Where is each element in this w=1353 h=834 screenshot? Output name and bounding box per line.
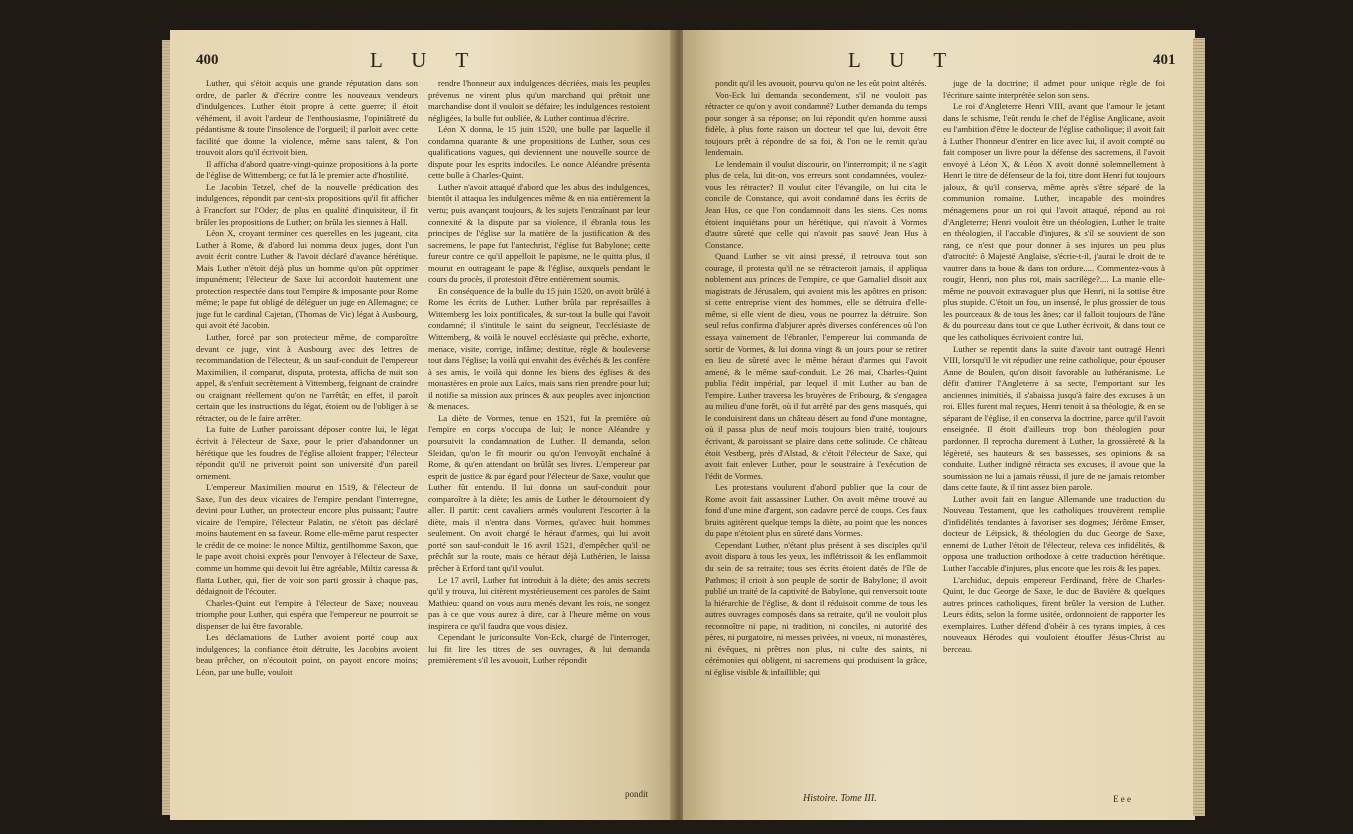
- running-head: L U T: [370, 48, 481, 72]
- catchword: E e e: [1113, 794, 1131, 804]
- paragraph: Cependant le juriconsulte Von-Eck, chargé de l'interroger, lui fit lire les titres de ses ouvrages, & lui demanda premièrement s'il les avouoit, Luther répondit: [428, 632, 650, 666]
- text-column-1: [705, 78, 927, 788]
- signature-mark: Histoire. Tome III.: [803, 793, 877, 804]
- paragraph: Quand Luther se vit ainsi pressé, il retrouva tout son courage, il protesta qu'il ne se rétracteroit jamais, il appliqua noblement aux princes de l'empire, ce que Gamaliel disoit aux magistrats de Jérusalem, qui avoient mis les apôtres en prison: si cette entreprise vient des hommes, elle se détruira d'elle-même, si elle vient de dieu, vous ne pourrez la détruire. Son seul refus confirma d'abjurer après diverses conférences où l'on essaya vainement de l'ébranler, l'empereur lui commanda de sortir de Vormes, & lui donna vingt & un jours pour se retirer en lieu de sûreté avec le même héraut d'armes qui l'avoit amené, & le même sauf-conduit. Le 26 mai, Charles-Quint publia l'édit impérial, par lequel il mit Luther au ban de l'empire. Luther traversa les bruyères de Fribourg, & s'engagea au milieu d'une forêt, où il fut arrêté par des gens masqués, qui le conduisirent dans un château désert au fond d'une montagne, où il passa plus de neuf mois toujours bien traité, toujours écrivant, & paroissant se plaire dans cette solitude. Ce château étoit Vestberg, près d'Alstad, & c'étoit l'électeur de Saxe, qui avoit fait enlever Luther, pour le soustraire à l'exécution de l'édit de Vormes.: [705, 251, 927, 481]
- left-page: [170, 30, 675, 820]
- paragraph: Léon X donna, le 15 juin 1520, une bulle par laquelle il condamna quarante & une propositions de Luther, sous ces qualifications vagues, qui deviennent une nouvelle source de dispute pour les esprits indociles. Le nonce Aléandre présenta cette bulle à Charles-Quint.: [428, 124, 650, 181]
- paragraph: Luther, forcé par son protecteur même, de comparoître devant ce juge, vint à Ausbourg avec des lettres de recommandation de l'électeur, & un sauf-conduit de l'empereur Maximilien, il comparut, disputa, protesta, afficha de nuit son appel, & s'enfuit secrètement à Vittemberg, feignant de craindre ou craignant réellement qu'on ne l'arrêtât; en effet, il paroît certain que les instructions du légat, étoient ou de l'obliger à se rétracter, ou de le faire arrêter.: [196, 332, 418, 423]
- paragraph: Le Jacobin Tetzel, chef de la nouvelle prédication des indulgences, répondit par cent-six propositions qu'il fit afficher à Francfort sur l'Oder; de plus en qualité d'inquisiteur, il fit brûler les propositions de Luther; on brûla les siennes à Hall.: [196, 181, 418, 227]
- paragraph: L'archiduc, depuis empereur Ferdinand, frère de Charles-Quint, le duc George de Saxe, le duc de Bavière & quelques autres princes catholiques, firent brûler la version de Luther. Leurs édits, selon la forme usitée, ordonnoient de rapporter les exemplaires. Luther défend d'obéir à ces tyrans impies, à ces nouveaux Hérodes qui vouloient étouffer Jésus-Christ au berceau.: [943, 574, 1165, 654]
- paragraph: Luther, qui s'étoit acquis une grande réputation dans son ordre, de parler & d'écrire contre les nouveaux vendeurs d'indulgences. Luther étoit propre à cette guerre; il étoit véhément, il avoit l'ardeur de l'enthousiasme, l'opiniâtreté du pédantisme & toute l'insolence de l'orgueil; il parloit avec cette facilité que donne la violence, même sans talent, & l'on trouvoit alors qu'il écrivoit bien.: [196, 78, 418, 158]
- paragraph: Le 17 avril, Luther fut introduit à la diète; des amis secrets qu'il y trouva, lui citèrent mystérieusement ces paroles de Saint Mathieu: quand on vous aura menés devant les rois, ne songez pas à ce que vous aurez à dire, car à l'heure même on vous inspirera ce qu'il faudra que vous disiez.: [428, 574, 650, 631]
- paragraph: pondit qu'il les avouoit, pourvu qu'on ne les eût point altérés.: [715, 78, 927, 88]
- text-column-2: [943, 78, 1165, 788]
- paragraph: Von-Eck lui demanda secondement, s'il ne vouloit pas rétracter ce qu'on y avoit condamné? Luther demanda du temps pour songer à sa réponse; on lui répondit qu'en homme aussi fidèle, à plus forte raison un docteur tel que lui, devoit être toujours prêt à répondre de sa foi, & l'on ne le remit qu'au lendemain.: [705, 89, 927, 158]
- paragraph: Il afficha d'abord quatre-vingt-quinze propositions à la porte de l'église de Wittemberg; ce fut là le premier acte d'hostilité.: [196, 158, 418, 181]
- paragraph: Luther n'avoit attaqué d'abord que les abus des indulgences, bientôt il attaqua les indulgences même & en nia entièrement la vertu; puis avançant toujours, & les sujets l'entraînant par leur connexité & la dispute par sa violence, il ébranla tous les principes de l'église sur la matière de la justification & des sacremens, le pape fut l'antechrist, l'église fut Babylone; cette fureur contre ce qu'il appelloit le papisme, ne le quitta plus, il mourut en outrageant le pape & l'église, auxquels pendant le cours du procès, il protestoit d'être entièrement soumis.: [428, 181, 650, 285]
- paragraph: Léon X, croyant terminer ces querelles en les jugeant, cita Luther à Rome, & d'abord lui nomma deux juges, dont l'un avoit écrit contre Luther & l'avoit déclaré d'avance hérétique. Mais Luther n'étoit déjà plus un homme qu'on pût opprimer impunément; l'électeur de Saxe lui accordoit hautement une protection respectée dans tout l'empire & imposante pour Rome même; le pape fut obligé de déléguer un juge en Allemagne; ce juge fut le cardinal Cajetan, (Thomas de Vic) légat à Ausbourg, qui avoit été Jacobin.: [196, 228, 418, 331]
- running-head: L U T: [848, 48, 959, 72]
- text-column-2: [428, 78, 650, 788]
- paragraph: Charles-Quint eut l'empire à l'électeur de Saxe; nouveau triomphe pour Luther, qui espéra que l'empereur ne pourroit se dispenser de lui être favorable.: [196, 597, 418, 631]
- paragraph: La diète de Vormes, tenue en 1521, fut la première où l'empire en corps s'occupa de lui; le nonce Aléandre y poursuivit la condamnation de Luther. Il demanda, selon Sleidan, qu'on le fît mourir ou qu'on l'envoyât enchaîné à Rome, & qu'en attendant on brûlât ses livres. L'empereur par esprit de justice & par égard pour l'électeur de Saxe, voulut que Luther fût entendu. Il lui donna un sauf-conduit pour comparoître à la diète; les amis de Luther le détournoient d'y aller. Il partit: cent cavaliers armés voulurent l'escorter à la diète, mais il n'entra dans Vormes, qu'avec huit hommes seulement. On avoit chargé le héraut d'armes, qui lui avoit porté son sauf-conduit le 16 avril 1521, d'empêcher qu'il ne prêchât sur la route, mais ce héraut déjà Luthérien, le laissa prêcher à Erford tant qu'il voulut.: [428, 412, 650, 573]
- right-page: [683, 30, 1195, 820]
- paragraph: Cependant Luther, n'étant plus présent à ses disciples qu'il avoit disparu à tous les yeux, les inflétrissoit & les enflammoit du sein de sa retraite; tous ses écrits étoient datés de l'île de Pathmos; il crioit à son peuple de sortir de Babylone; il avoit publié un traité de la captivité de Babylone, qui renversoit toute la hiérarchie de l'église, & dont il réduisoit comme de tous les autres ouvrages composés dans sa retraite, qu'il ne vouloit plus reconnoître ni pape, ni tradition, ni conciles, ni autorité des pères, ni purgatoire, ni messes privées, ni voeux, ni monastères, ni évêques, ni prêtres non plus, ni culte des saints, ni cérémonies qui obligent, ni sacremens qui produisent la grâce, ni église visible & infaillible; qui: [705, 539, 927, 677]
- paragraph: Luther avoit fait en langue Allemande une traduction du Nouveau Testament, que les catholiques trouvèrent remplie d'infidélités tendantes à favoriser ses dogmes; Jérôme Emser, docteur de Léipsick, & théologien du duc George de Saxe, ennemi de Luther l'étoit de l'électeur, releva ces infidélités, & opposa une traduction orthodoxe à cette traduction hérétique. Luther l'accable d'injures, plus encore que les rois & les papes.: [943, 493, 1165, 573]
- paragraph: Le roi d'Angleterre Henri VIII, avant que l'amour le jetant dans le schisme, l'eût rendu le chef de l'église Anglicane, avoit eu l'ambition d'être le docteur de l'église catholique; il avoit fait à Luther l'honneur d'entrer en lice avec lui, il avoit compté ou fait composer un livre pour la défense des sacremens, il l'avoit envoyé à Léon X, & Léon X avoit donné solemnellement à Henri le titre de défenseur de la foi, titre dont Henri fut toujours jaloux, & qu'il conserva, même après s'être séparé de la communion romaine. Luther, incapable des moindres ménagemens pour un roi qui l'avoit attaqué, répond au roi d'Angleterre; Henri vouloit être un théologien, Luther le traite en théologien, il l'accable d'injures, & s'il se souvient de son rang, ce n'est que pour donner à ses injures un peu plus d'atrocité: ô Majesté Anglaise, s'écrie-t-il, j'aurai le droit de te vautrer dans ta boue & dans ton ordure..... Commentez-vous à rougir, Henri, non plus roi, mais sacrilège?.... La manie elle-même ne pouvoit extravaguer plus que Henri, ni la sottise être plus stupide. C'étoit un fou, un insensé, le plus grossier de tous les pourceaux & de tous les ânes; car il falloit toujours de l'âne & du pourceau dans tout ce que Luther écrivoit, & dans tout ce que les catholiques écrivoient contre lui.: [943, 101, 1165, 343]
- paragraph: Le lendemain il voulut discourir, on l'interrompit; il ne s'agit plus de cela, lui dit-on, vos erreurs sont condamnées, voulez-vous les rétracter? Il voulut citer l'évangile, on lui cita le concile de Constance, qui avoit condamné dans les écrits de Jean Hus, ce que l'on condamnoit dans les siens. Ces noms étoient inquiétans pour un hérétique, qui n'avoit à Vormes d'autre sûreté que celle qui n'avoit pas sauvé Jean Hus à Constance.: [705, 158, 927, 250]
- paragraph: Les déclamations de Luther avoient porté coup aux indulgences; la confiance étoit détruite, les Jacobins avoient beau prêcher, on n'écoutoit point, on payoit encore moins; Léon, par une bulle, vouloit: [196, 632, 418, 677]
- paragraph: Luther se repentit dans la suite d'avoir tant outragé Henri VIII, lorsqu'il le vit répudier une reine catholique, pour épouser Anne de Boulen, qu'on disoit favorable au luthéranisme. Le défit d'attirer l'Angleterre à sa secte, l'emportant sur les anciennes inimitiés, il s'abaissa jusqu'à faire des excuses à un roi. Elles furent mal reçues, Henri tenoit à sa théologie, & en se séparant de l'église, il en conserva la doctrine, parce qu'il l'avoit enseignée. Il étoit d'ailleurs trop bon théologien pour pardonner. Il reprocha durement à Luther, la grossièreté & la légèreté, ses hauteurs & ses bassesses, ses opinions & sa conduite. Luther indigné rétracta ses excuses, il avoue que la soumission ne lui a jamais réussi, il jure de ne jamais retomber dans cette faute, & il tint assez bien parole.: [943, 343, 1165, 493]
- paragraph: rendre l'honneur aux indulgences décriées, mais les peuples prévenus ne virent plus qu'un marchand qui prêtoit une marchandise dont il vouloit se défaire; les indulgences restoient négligées, la bulle fut oubliée, & Luther continua d'écrire.: [428, 78, 650, 123]
- paragraph: La fuite de Luther paroissant déposer contre lui, le légat écrivit à l'électeur de Saxe, pour le prier d'abandonner un hérétique que les foudres de l'église alloient frapper; l'électeur répondit qu'il ne priveroit point son université d'un pareil ornement.: [196, 424, 418, 481]
- paragraph: Les protestans voulurent d'abord publier que la cour de Rome avoit fait assassiner Luther. On avoit même trouvé au fond d'une mine d'argent, son cadavre percé de coups. Ces faux bruits agitèrent quelque temps la diète, au point que les nonces du pape n'étoient plus en sûreté dans Vormes.: [705, 482, 927, 539]
- paragraph: L'empereur Maximilien mourut en 1519, & l'électeur de Saxe, l'un des deux vicaires de l'empire pendant l'interregne, devint pour Luther, un protecteur encore plus puissant; l'autre vicaire de l'empire, l'électeur Palatin, ne s'étoit pas déclaré moins hautement en sa faveur. Rome elle-même parut respecter le crédit de ce moine: le nonce Miltiz, gentilhomme Saxon, que le pape avoit choisi exprès pour l'envoyer à l'électeur de Saxe, comme un homme qui devoit lui être agréable, Miltiz caressa & flatta Luther, qui, fier de voir son parti grossir à chaque pas, dédaignoit de l'écouter.: [196, 482, 418, 597]
- open-book: [170, 30, 1195, 820]
- page-number: 401: [1153, 52, 1176, 68]
- paragraph: En conséquence de la bulle du 15 juin 1520, on avoit brûlé à Rome les écrits de Luther. Luther brûla par représailles à Wittemberg les loix pontificales, & sur-tout la bulle qui l'avoit condamné; il s'intitule le saint du seigneur, l'ecclésiaste de Wittemberg, & voilà le nouvel ecclésiaste qui prêche, exhorte, menace, visite, corrige, infâme; destitue, règle & bouleverse tout dans l'église; la voilà qui envahit des évêchés & les confère à ses amis, le voilà qui donne les biens des églises & des monastères en proie aux Laïcs, mais sans rien prendre pour lui; il notifie sa mission aux princes & aux peuples avec injonction & menaces.: [428, 285, 650, 412]
- catchword: pondit: [625, 789, 649, 799]
- page-number: 400: [196, 52, 219, 68]
- page-edges-right: [1193, 38, 1205, 816]
- paragraph: juge de la doctrine; il admet pour unique règle de foi l'écriture sainte interprétée selon son sens.: [943, 78, 1165, 100]
- text-column-1: [196, 78, 418, 788]
